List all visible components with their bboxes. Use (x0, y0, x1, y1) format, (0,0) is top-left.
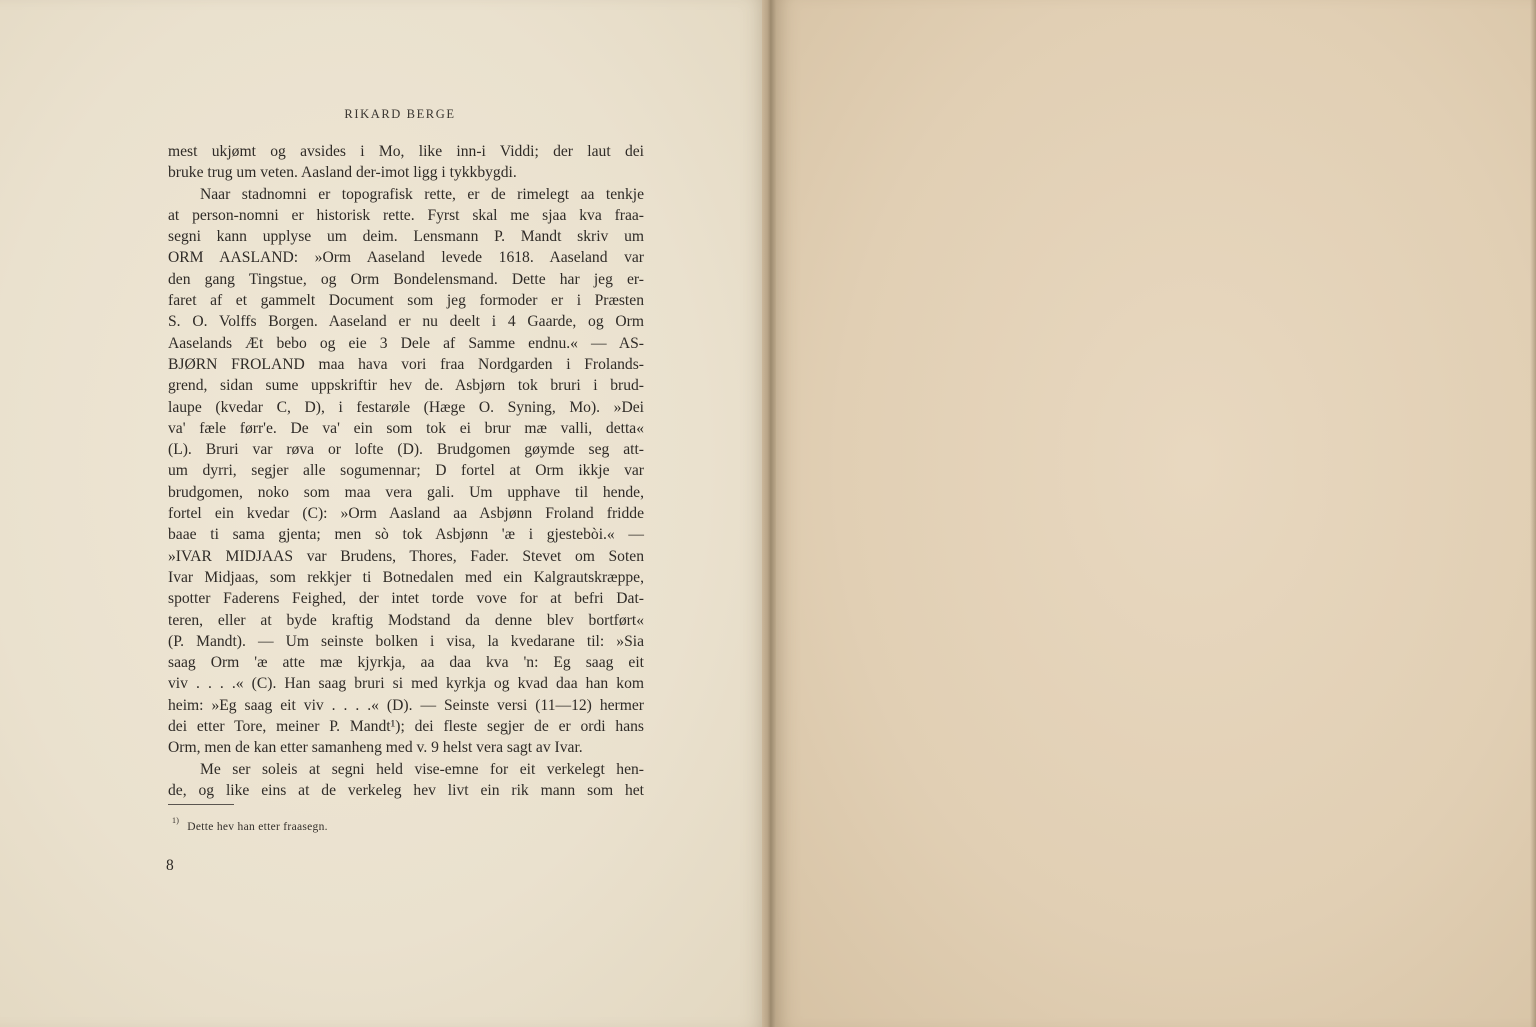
text-line: heim: »Eg saag eit viv . . . .« (D). — Seinste versi (11—12) hermer (168, 696, 644, 714)
right-page-edge (1530, 0, 1536, 1027)
text-line: ORM AASLAND: »Orm Aaseland levede 1618. Aaseland var (168, 249, 644, 267)
footnote-rule (168, 804, 234, 805)
footnote-text: Dette hev han etter fraasegn. (187, 820, 328, 833)
text-line: bruke trug um veten. Aasland der-imot ligg i tykkbygdi. (168, 164, 517, 182)
right-page-blank (776, 0, 1536, 1027)
footnote-marker: 1) (172, 816, 180, 825)
text-line: »IVAR MIDJAAS var Brudens, Thores, Fader. Stevet om Soten (168, 547, 644, 565)
text-line: Ivar Midjaas, som rekkjer ti Botnedalen med ein Kalgrautskræppe, (168, 568, 644, 586)
text-line: brudgomen, noko som maa vera gali. Um upphave til hende, (168, 483, 644, 501)
text-line: segni kann upplyse um deim. Lensmann P. Mandt skriv um (168, 228, 644, 246)
text-line: Orm, men de kan etter samanheng med v. 9 helst vera sagt av Ivar. (168, 739, 583, 757)
text-line: S. O. Volffs Borgen. Aaseland er nu deelt i 4 Gaarde, og Orm (168, 313, 644, 331)
text-line: viv . . . .« (C). Han saag bruri si med kyrkja og kvad daa han kom (168, 675, 644, 693)
text-line: (L). Bruri var røva or lofte (D). Brudgomen gøymde seg att- (168, 441, 644, 459)
text-line: fortel ein kvedar (C): »Orm Aasland aa Asbjønn Froland fridde (168, 505, 644, 523)
text-line: dei etter Tore, meiner P. Mandt¹); dei fleste segjer de er ordi hans (168, 718, 644, 736)
text-line: va' fæle førr'e. De va' ein som tok ei brur mæ valli, detta« (168, 419, 644, 437)
text-line: mest ukjømt og avsides i Mo, like inn-i Viddi; der laut dei (168, 143, 644, 160)
text-line: saag Orm 'æ atte mæ kjyrkja, aa daa kva 'n: Eg saag eit (168, 654, 644, 672)
text-line: at person-nomni er historisk rette. Fyrst skal me sjaa kva fraa- (168, 206, 644, 224)
text-line: grend, sidan sume uppskriftir hev de. Asbjørn tok bruri i brud- (168, 377, 644, 395)
body-text (168, 141, 644, 801)
text-line: laupe (kvedar C, D), i festarøle (Hæge O. Syning, Mo). »Dei (168, 398, 644, 416)
text-line: faret af et gammelt Document som jeg formoder er i Præsten (168, 292, 644, 310)
text-line: (P. Mandt). — Um seinste bolken i visa, la kvedarane til: »Sia (168, 632, 644, 650)
text-line: spotter Faderens Feighed, der intet torde vove for at befri Dat- (168, 590, 644, 608)
text-line: um dyrri, segjer alle sogumennar; D fortel at Orm ikkje var (168, 462, 644, 480)
text-line: de, og like eins at de verkeleg hev livt ein rik mann som het (168, 781, 644, 799)
page-number: 8 (166, 857, 174, 874)
footnote (172, 818, 328, 833)
text-line: teren, eller at byde kraftig Modstand da denne blev bortført« (168, 611, 644, 629)
text-line: BJØRN FROLAND maa hava vori fraa Nordgarden i Frolands- (168, 355, 644, 373)
text-line: Me ser soleis at segni held vise-emne for eit verkelegt hen- (200, 760, 644, 778)
text-line: Naar stadnomni er topografisk rette, er de rimelegt aa tenkje (200, 185, 644, 203)
text-line: baae ti sama gjenta; men sò tok Asbjønn 'æ i gjestebòi.« — (168, 526, 644, 544)
text-line: den gang Tingstue, og Orm Bondelensmand. Dette har jeg er- (168, 270, 644, 288)
running-head: RIKARD BERGE (344, 107, 456, 121)
text-line: Aaselands Æt bebo og eie 3 Dele af Samme endnu.« — AS- (168, 334, 644, 352)
